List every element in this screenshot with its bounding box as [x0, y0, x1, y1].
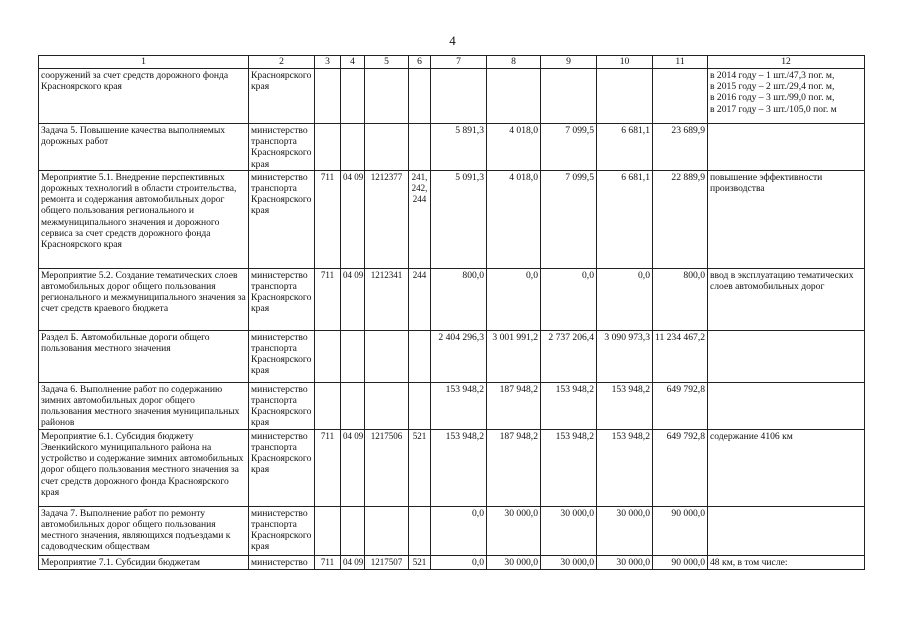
amount-total-cell: 11 234 467,2 — [653, 330, 708, 382]
target-article-cell — [365, 382, 409, 429]
table-row — [39, 69, 865, 124]
grbs-code-cell — [315, 124, 341, 171]
section-code-cell: 04 09 — [341, 170, 365, 268]
target-article-cell: 1212377 — [365, 170, 409, 268]
header-cell: 1 — [39, 56, 249, 69]
header-cell: 7 — [431, 56, 487, 69]
result-line: повышение эффективности производства — [710, 171, 823, 195]
amount-2015-cell: 187 948,2 — [487, 382, 541, 429]
header-cell: 8 — [487, 56, 541, 69]
amount-2016-cell: 7 099,5 — [541, 124, 597, 171]
executor-cell: министерство транспорта Красноярского края — [249, 268, 315, 330]
target-article-cell — [365, 330, 409, 382]
result-line: в 2017 году – 3 шт./105,0 пог. м — [710, 103, 837, 115]
grbs-code-cell — [315, 330, 341, 382]
executor-cell: министерство транспорта Красноярского края — [249, 330, 315, 382]
amount-2014-cell: 5 091,3 — [431, 170, 487, 268]
section-code-cell — [341, 506, 365, 555]
amount-2014-cell: 5 891,3 — [431, 124, 487, 171]
executor-cell: министерство транспорта Красноярского края — [249, 124, 315, 171]
amount-2014-cell: 153 948,2 — [431, 429, 487, 506]
amount-2015-cell: 4 018,0 — [487, 170, 541, 268]
amount-2016-cell: 153 948,2 — [541, 382, 597, 429]
header-cell: 12 — [708, 56, 865, 69]
result-cell — [708, 429, 865, 506]
header-row — [39, 56, 865, 69]
result-cell — [708, 170, 865, 268]
amount-2017-cell: 30 000,0 — [597, 506, 653, 555]
result-cell — [708, 506, 865, 555]
amount-2017-cell: 6 681,1 — [597, 170, 653, 268]
expense-type-cell — [409, 382, 431, 429]
target-article-cell — [365, 69, 409, 124]
grbs-code-cell: 711 — [315, 429, 341, 506]
result-line: содержание 4106 км — [710, 430, 793, 442]
table-row — [39, 382, 865, 429]
row-name-cell: Мероприятие 5.2. Создание тематических слоев автомобильных дорог общего пользования регионального и межмуниципального значения за счет средств краевого бюджета — [39, 268, 249, 330]
header-cell: 10 — [597, 56, 653, 69]
header-cell: 11 — [653, 56, 708, 69]
executor-cell: Красноярского края — [249, 69, 315, 124]
grbs-code-cell — [315, 382, 341, 429]
table-row — [39, 506, 865, 555]
table-row — [39, 268, 865, 330]
amount-total-cell: 800,0 — [653, 268, 708, 330]
result-cell — [708, 69, 865, 124]
executor-cell: министерство транспорта Красноярского края — [249, 506, 315, 555]
amount-2017-cell: 30 000,0 — [597, 555, 653, 569]
amount-total-cell: 90 000,0 — [653, 506, 708, 555]
amount-2017-cell: 153 948,2 — [597, 382, 653, 429]
table-row — [39, 429, 865, 506]
result-line: в 2015 году – 2 шт./29,4 пог. м, — [710, 81, 835, 93]
amount-2016-cell: 0,0 — [541, 268, 597, 330]
amount-total-cell: 22 889,9 — [653, 170, 708, 268]
result-line: в 2016 году – 3 шт./99,0 пог. м, — [710, 92, 835, 104]
target-article-cell: 1217506 — [365, 429, 409, 506]
header-cell: 4 — [341, 56, 365, 69]
result-cell — [708, 555, 865, 569]
executor-cell: министерство транспорта Красноярского края — [249, 429, 315, 506]
section-code-cell — [341, 330, 365, 382]
section-code-cell — [341, 382, 365, 429]
grbs-code-cell: 711 — [315, 268, 341, 330]
section-code-cell — [341, 124, 365, 171]
amount-2017-cell: 0,0 — [597, 268, 653, 330]
amount-2015-cell — [487, 69, 541, 124]
amount-total-cell — [653, 69, 708, 124]
table-row — [39, 124, 865, 171]
amount-total-cell: 23 689,9 — [653, 124, 708, 171]
program-table — [38, 55, 865, 570]
executor-cell: министерство транспорта Красноярского края — [249, 170, 315, 268]
expense-type-cell — [409, 506, 431, 555]
amount-2015-cell: 0,0 — [487, 268, 541, 330]
target-article-cell — [365, 124, 409, 171]
amount-2016-cell: 153 948,2 — [541, 429, 597, 506]
row-name-cell: Раздел Б. Автомобильные дороги общего пользования местного значения — [39, 330, 249, 382]
row-name-cell: Мероприятие 6.1. Субсидия бюджету Эвенкийского муниципального района на устройство и содержание зимних автомобильных дорог общего пользования местного значения за счет средств дорожного фонда Красноярского края — [39, 429, 249, 506]
amount-2017-cell: 153 948,2 — [597, 429, 653, 506]
expense-type-cell — [409, 124, 431, 171]
row-name-cell: Задача 6. Выполнение работ по содержанию зимних автомобильных дорог общего пользования местного значения муниципальных районов — [39, 382, 249, 429]
result-line: 48 км, в том числе: — [710, 556, 788, 568]
result-line: ввод в эксплуатацию тематических слоев автомобильных дорог — [710, 269, 854, 293]
header-cell: 9 — [541, 56, 597, 69]
section-code-cell: 04 09 — [341, 555, 365, 569]
amount-total-cell: 90 000,0 — [653, 555, 708, 569]
amount-total-cell: 649 792,8 — [653, 429, 708, 506]
section-code-cell: 04 09 — [341, 268, 365, 330]
amount-2014-cell — [431, 69, 487, 124]
page-number: 4 — [449, 33, 456, 48]
result-cell — [708, 268, 865, 330]
row-name-cell: Мероприятие 7.1. Субсидии бюджетам — [39, 555, 249, 569]
header-cell: 5 — [365, 56, 409, 69]
table-row — [39, 330, 865, 382]
amount-2014-cell: 153 948,2 — [431, 382, 487, 429]
amount-2017-cell: 6 681,1 — [597, 124, 653, 171]
amount-2015-cell: 30 000,0 — [487, 506, 541, 555]
amount-2017-cell: 3 090 973,3 — [597, 330, 653, 382]
target-article-cell — [365, 506, 409, 555]
grbs-code-cell: 711 — [315, 170, 341, 268]
table-row — [39, 170, 865, 268]
amount-2015-cell: 187 948,2 — [487, 429, 541, 506]
amount-total-cell: 649 792,8 — [653, 382, 708, 429]
table-row — [39, 555, 865, 569]
executor-cell: министерство транспорта Красноярского края — [249, 382, 315, 429]
amount-2015-cell: 3 001 991,2 — [487, 330, 541, 382]
amount-2014-cell: 800,0 — [431, 268, 487, 330]
result-cell — [708, 382, 865, 429]
result-cell — [708, 330, 865, 382]
grbs-code-cell — [315, 69, 341, 124]
expense-type-cell — [409, 330, 431, 382]
result-cell — [708, 124, 865, 171]
amount-2014-cell: 2 404 296,3 — [431, 330, 487, 382]
expense-type-cell: 244 — [409, 268, 431, 330]
expense-type-cell: 241, 242, 244 — [409, 170, 431, 268]
amount-2016-cell: 30 000,0 — [541, 506, 597, 555]
expense-type-cell: 521 — [409, 555, 431, 569]
row-name-cell: Мероприятие 5.1. Внедрение перспективных дорожных технологий в области строительства, ремонта и содержания автомобильных дорог общего пользования регионального и межмуниципального значения и дорожного сервиса за счет средств дорожного фонда Красноярского края — [39, 170, 249, 268]
amount-2015-cell: 4 018,0 — [487, 124, 541, 171]
executor-cell: министерство — [249, 555, 315, 569]
section-code-cell: 04 09 — [341, 429, 365, 506]
result-line: в 2014 году – 1 шт./47,3 пог. м, — [710, 70, 835, 81]
row-name-cell: сооружений за счет средств дорожного фонда Красноярского края — [39, 69, 249, 124]
expense-type-cell: 521 — [409, 429, 431, 506]
amount-2016-cell: 7 099,5 — [541, 170, 597, 268]
grbs-code-cell — [315, 506, 341, 555]
header-cell: 6 — [409, 56, 431, 69]
amount-2014-cell: 0,0 — [431, 555, 487, 569]
target-article-cell: 1212341 — [365, 268, 409, 330]
row-name-cell: Задача 5. Повышение качества выполняемых дорожных работ — [39, 124, 249, 171]
header-cell: 2 — [249, 56, 315, 69]
amount-2015-cell: 30 000,0 — [487, 555, 541, 569]
row-name-cell: Задача 7. Выполнение работ по ремонту автомобильных дорог общего пользования местного значения, являющихся подъездами к садоводческим обществам — [39, 506, 249, 555]
amount-2016-cell: 30 000,0 — [541, 555, 597, 569]
amount-2016-cell — [541, 69, 597, 124]
amount-2014-cell: 0,0 — [431, 506, 487, 555]
target-article-cell: 1217507 — [365, 555, 409, 569]
expense-type-cell — [409, 69, 431, 124]
grbs-code-cell: 711 — [315, 555, 341, 569]
amount-2017-cell — [597, 69, 653, 124]
header-cell: 3 — [315, 56, 341, 69]
amount-2016-cell: 2 737 206,4 — [541, 330, 597, 382]
section-code-cell — [341, 69, 365, 124]
